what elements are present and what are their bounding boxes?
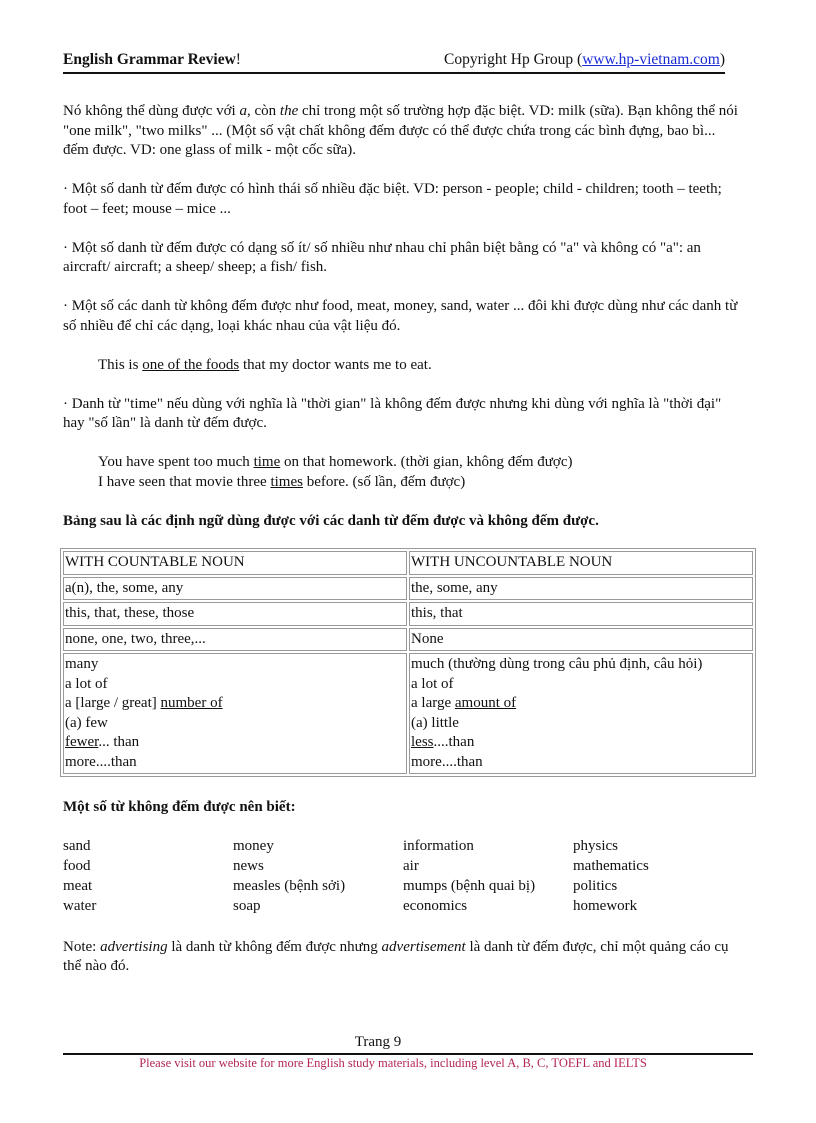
words-heading: Một số từ không đếm được nên biết: xyxy=(63,799,296,815)
paragraph-plural-forms: · Một số danh từ đếm được có hình thái số nhiều đặc biệt. VD: person - people; child - children; tooth – teeth; foot – feet; mouse – mice ... xyxy=(63,181,722,217)
cell-line: more....than xyxy=(411,753,483,770)
table-cell: the, some, any xyxy=(409,577,753,601)
paragraph-uncountable xyxy=(63,102,743,161)
word-column-2 xyxy=(233,836,403,916)
table-row xyxy=(63,653,753,774)
note-paragraph xyxy=(63,938,743,977)
table-cell: this, that, these, those xyxy=(63,602,407,626)
text-em: advertising xyxy=(100,938,168,955)
list-item: information xyxy=(403,837,474,854)
table-cell-uncountable-quantifiers xyxy=(409,653,753,774)
header-title xyxy=(63,51,241,69)
copyright-prefix: Copyright Hp Group ( xyxy=(444,51,583,68)
text-underlined: less xyxy=(411,734,434,750)
list-item: money xyxy=(233,837,274,854)
text-underlined: times xyxy=(270,473,303,490)
footer-divider xyxy=(63,1053,753,1055)
cell-line xyxy=(411,733,751,753)
word-column-4 xyxy=(573,836,743,916)
cell-line: (a) little xyxy=(411,714,459,731)
text-underlined: time xyxy=(253,454,281,470)
cell-line: much (thường dùng trong câu phủ định, câu hỏi) xyxy=(411,656,703,672)
list-item: homework xyxy=(573,897,638,914)
example-time xyxy=(63,453,743,473)
list-item: mumps (bệnh quai bị) xyxy=(403,877,536,894)
word-list xyxy=(63,836,743,916)
text: You have spent too much xyxy=(98,454,254,470)
paragraph-time: · Danh từ "time" nếu dùng với nghĩa là "thời gian" là không đếm được nhưng khi dùng với nghĩa là "thời đại" hay "số lần" là danh từ đếm được. xyxy=(63,395,722,431)
copyright-suffix: ) xyxy=(719,51,725,68)
table-cell: a(n), the, some, any xyxy=(63,577,407,601)
text-underlined: fewer xyxy=(65,734,99,750)
page-header xyxy=(63,48,725,74)
table-row xyxy=(63,628,753,652)
footer-website-notice: Please visit our website for more English study materials, including level A, B, C, TOEFL and IELTS xyxy=(139,1056,647,1070)
text: before. (số lần, đếm được) xyxy=(302,473,466,490)
cell-line: a lot of xyxy=(411,675,454,692)
cell-line: more....than xyxy=(65,753,137,770)
text: là danh từ không đếm được nhưng xyxy=(167,938,382,955)
text: là danh từ đếm được, chỉ một quảng cáo cụ thể nào đó. xyxy=(63,938,729,974)
text: Nó không thể dùng được với xyxy=(63,103,240,119)
text: ....than xyxy=(433,734,475,750)
list-item: mathematics xyxy=(573,857,649,874)
paragraph-material-types: · Một số các danh từ không đếm được như food, meat, money, sand, water ... đôi khi được dùng như các danh từ số nhiều để chỉ các dạng, loại khác nhau của vật liệu đó. xyxy=(63,298,738,334)
text-em: a xyxy=(239,103,247,119)
list-item: food xyxy=(63,857,91,874)
page-number: Trang 9 xyxy=(354,1034,402,1050)
table-cell: this, that xyxy=(409,602,753,626)
header-copyright xyxy=(444,51,725,69)
text: chỉ trong một số trường hợp đặc biệt. VD: milk (sữa). Bạn không thể nói "one milk", "two milks" ... (Một số vật chất không đếm được có thể được chứa trong các bình đựng, bao bì... đếm được. VD: one glass of milk - một cốc sữa). xyxy=(63,103,738,158)
table-header-row xyxy=(63,551,753,575)
text-em: the xyxy=(279,103,299,119)
list-item: politics xyxy=(573,877,618,894)
word-column-3 xyxy=(403,836,573,916)
text: on that homework. (thời gian, không đếm được) xyxy=(280,454,573,470)
list-item: soap xyxy=(233,897,261,914)
page-content xyxy=(63,102,743,977)
text: , còn xyxy=(246,103,280,119)
list-item: water xyxy=(63,897,97,914)
cell-line xyxy=(411,694,751,714)
table-header-uncountable: WITH UNCOUNTABLE NOUN xyxy=(409,551,753,575)
website-link[interactable]: www.hp-vietnam.com xyxy=(582,51,720,68)
page-footer xyxy=(63,1034,753,1071)
text: Note: xyxy=(63,938,101,955)
table-cell-countable-quantifiers xyxy=(63,653,407,774)
text: This is xyxy=(98,356,143,373)
text-underlined: one of the foods xyxy=(142,356,240,373)
cell-line: many xyxy=(65,656,99,672)
determiner-table xyxy=(60,548,756,777)
list-item: air xyxy=(403,857,419,874)
table-cell: None xyxy=(409,628,753,652)
text-underlined: amount of xyxy=(454,695,517,711)
example-times xyxy=(63,473,743,493)
paragraph-same-forms: · Một số danh từ đếm được có dạng số ít/ số nhiều như nhau chỉ phân biệt bằng có "a" và không có "a": an aircraft/ aircraft; a sheep/ sheep; a fish/ fish. xyxy=(63,239,701,275)
table-header-countable: WITH COUNTABLE NOUN xyxy=(63,551,407,575)
list-item: economics xyxy=(403,897,468,914)
cell-line: (a) few xyxy=(65,714,108,731)
cell-line xyxy=(65,733,405,753)
word-column-1 xyxy=(63,836,233,916)
text: a large xyxy=(411,695,455,711)
cell-line: a lot of xyxy=(65,675,108,692)
header-title-suffix: ! xyxy=(235,51,241,68)
table-row xyxy=(63,602,753,626)
text: a [large / great] xyxy=(65,695,161,711)
text-em: advertisement xyxy=(381,938,466,955)
list-item: meat xyxy=(63,877,93,894)
example-foods xyxy=(63,356,743,376)
list-item: measles (bệnh sởi) xyxy=(233,877,346,894)
text-underlined: number of xyxy=(160,695,223,711)
header-title-bold: English Grammar Review xyxy=(63,51,236,68)
text: that my doctor wants me to eat. xyxy=(239,356,432,373)
list-item: sand xyxy=(63,837,91,854)
list-item: physics xyxy=(573,837,618,854)
text: ... than xyxy=(98,734,140,750)
list-item: news xyxy=(233,857,264,874)
table-heading: Bảng sau là các định ngữ dùng được với các danh từ đếm được và không đếm được. xyxy=(63,512,599,529)
table-cell: none, one, two, three,... xyxy=(63,628,407,652)
text: I have seen that movie three xyxy=(98,473,271,490)
cell-line xyxy=(65,694,405,714)
table-row xyxy=(63,577,753,601)
